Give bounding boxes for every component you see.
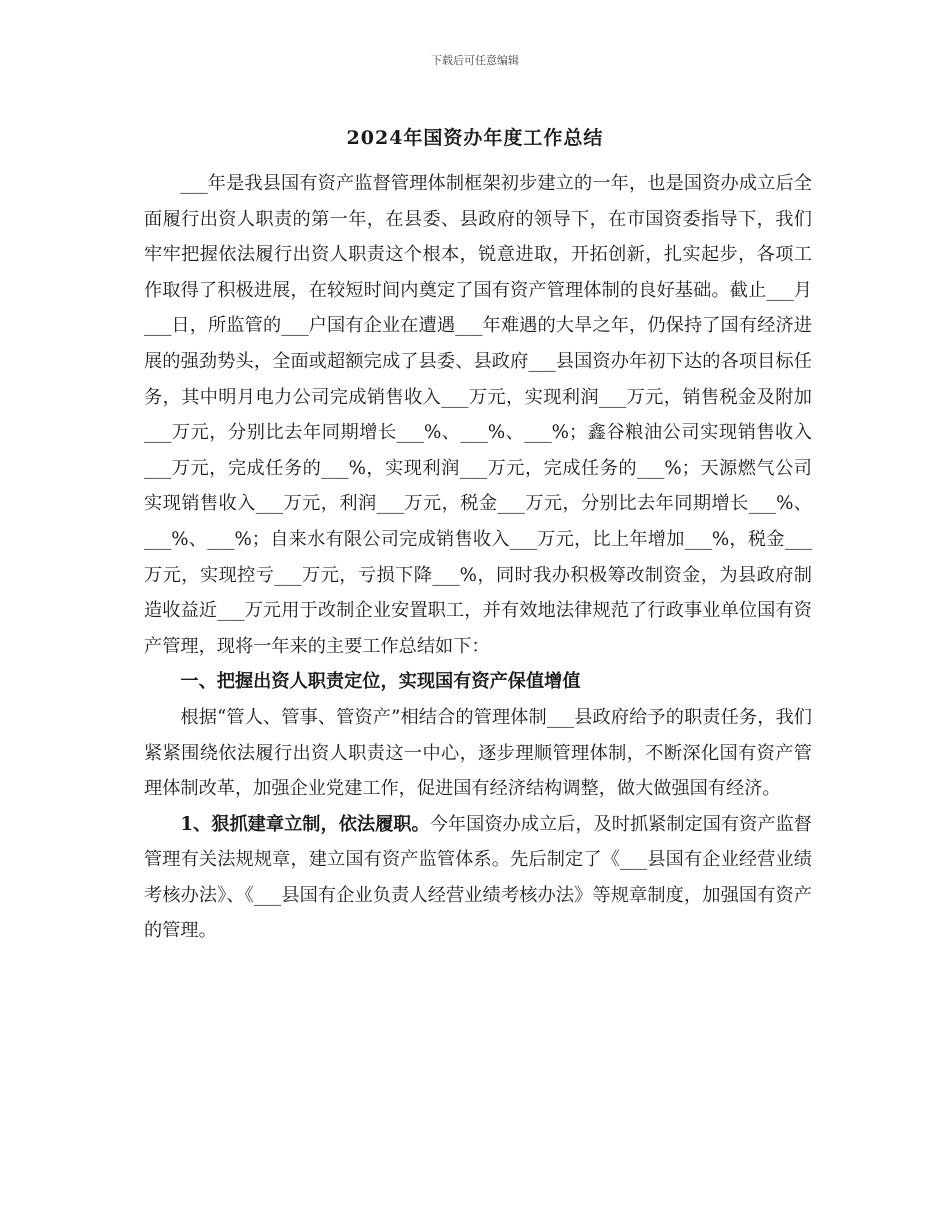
item-lead: 1、狠抓建章立制，依法履职。 bbox=[180, 813, 430, 835]
document-body bbox=[144, 166, 812, 949]
section-paragraph: 根据“管人、管事、管资产”相结合的管理体制___县政府给予的职责任务，我们紧紧围绕依法履行出资人职责这一中心，逐步理顺管理体制，不断深化国有资产管理体制改革，加强企业党建工作，促进国有经济结构调整，做大做强国有经济。 bbox=[144, 706, 812, 800]
page-header-note: 下载后可任意编辑 bbox=[431, 54, 519, 67]
item-paragraph bbox=[144, 807, 812, 949]
section-heading: 一、把握出资人职责定位，实现国有资产保值增值 bbox=[180, 671, 581, 693]
intro-paragraph: ___年是我县国有资产监督管理体制框架初步建立的一年，也是国资办成立后全面履行出资人职责的第一年，在县委、县政府的领导下，在市国资委指导下，我们牢牢把握依法履行出资人职责这个根本，锐意进取，开拓创新，扎实起步，各项工作取得了积极进展，在较短时间内奠定了国有资产管理体制的良好基础。截止___月___日，所监管的___户国有企业在遭遇___年难遇的大旱之年，仍保持了国有经济进展的强劲势头，全面或超额完成了县委、县政府___县国资办年初下达的各项目标任务，其中明月电力公司完成销售收入___万元，实现利润___万元，销售税金及附加___万元，分别比去年同期增长___%、___%、___%；鑫谷粮油公司实现销售收入___万元，完成任务的___%，实现利润___万元，完成任务的___%；天源燃气公司实现销售收入___万元，利润___万元，税金___万元，分别比去年同期增长___%、___%、___%；自来水有限公司完成销售收入___万元，比上年增加___%，税金___万元，实现控亏___万元，亏损下降___%，同时我办积极筹改制资金，为县政府制造收益近___万元用于改制企业安置职工，并有效地法律规范了行政事业单位国有资产管理，现将一年来的主要工作总结如下： bbox=[144, 173, 812, 657]
document-title: 2024年国资办年度工作总结 bbox=[346, 127, 604, 149]
item-body: 今年国资办成立后，及时抓紧制定国有资产监督管理有关法规规章，建立国有资产监管体系。先后制定了《___县国有企业经营业绩考核办法》、《___县国有企业负责人经营业绩考核办法》等规章制度，加强国有资产的管理。 bbox=[144, 813, 812, 942]
